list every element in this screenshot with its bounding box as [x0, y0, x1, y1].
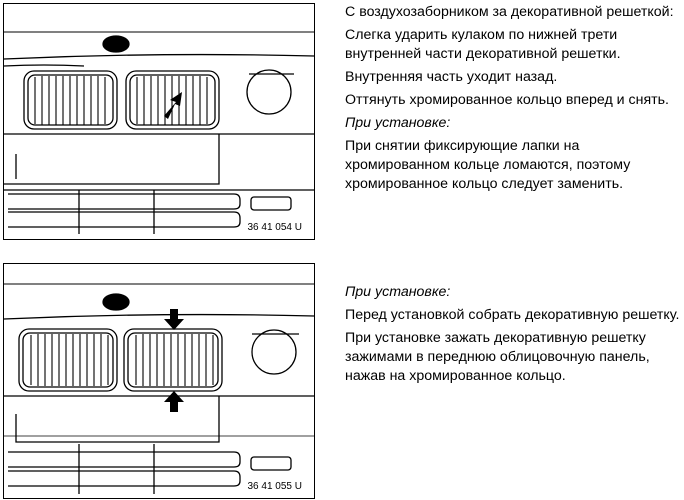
step-paragraph: Слегка ударить кулаком по нижней трети внутренней части декоративной решетки. [345, 27, 621, 62]
figure-code: 36 41 054 U [247, 222, 302, 233]
installation-heading: При установке: [345, 284, 451, 300]
grille-removal-drawing [4, 4, 314, 239]
grille-installation-drawing [4, 264, 314, 498]
step-paragraph: Оттянуть хромированное кольцо вперед и снять. [345, 92, 669, 108]
step-paragraph: Внутренняя часть уходит назад. [345, 69, 558, 85]
step-paragraph: Перед установкой собрать декоративную решетку. [345, 307, 680, 323]
press-up-arrow-icon [164, 391, 184, 412]
instructions-installation [345, 283, 681, 390]
intro-paragraph: С воздухозаборником за декоративной решеткой: [345, 4, 674, 20]
figure-code: 36 41 055 U [247, 481, 302, 492]
press-down-arrow-icon [164, 309, 184, 330]
illustration-grille-removal [3, 3, 315, 240]
instructions-removal [345, 3, 681, 198]
installation-heading: При установке: [345, 115, 451, 131]
illustration-grille-installation [3, 263, 315, 499]
installation-note: При снятии фиксирующие лапки на хромированном кольце ломаются, поэтому хромированное кольцо следует заменить. [345, 138, 631, 192]
step-paragraph: При установке зажать декоративную решетку зажимами в переднюю облицовочную панель, нажав на хромированное кольцо. [345, 330, 650, 384]
